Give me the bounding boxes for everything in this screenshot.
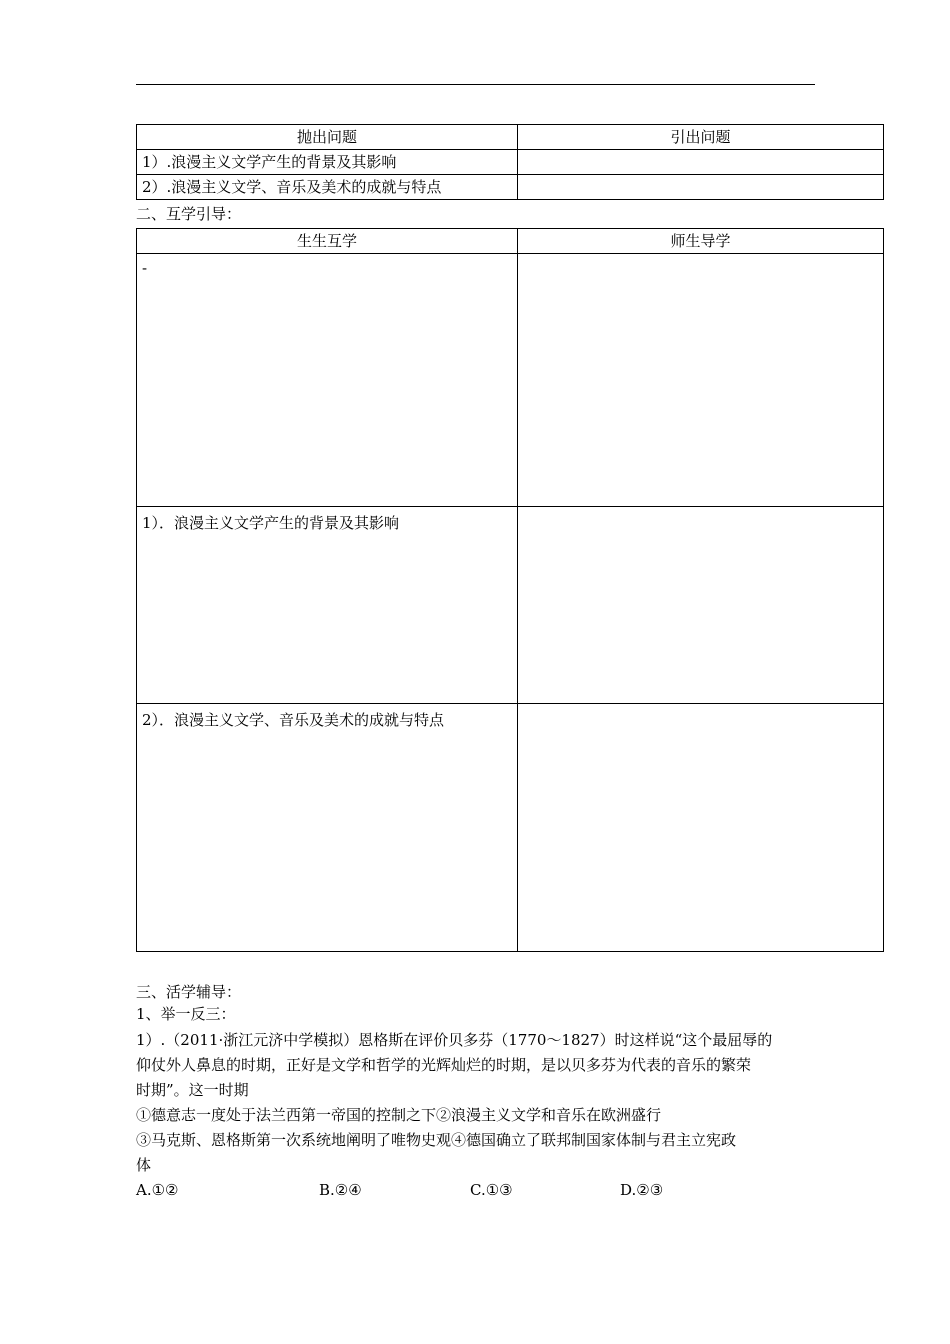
column-header: 师生导学 bbox=[518, 229, 884, 254]
table-cell: 2）．浪漫主义文学、音乐及美术的成就与特点 bbox=[137, 704, 518, 952]
table-cell bbox=[518, 150, 884, 175]
table-cell bbox=[518, 254, 884, 507]
section-2-heading: 二、互学引导： bbox=[136, 205, 242, 223]
table-cell: 2）.浪漫主义文学、音乐及美术的成就与特点 bbox=[137, 175, 518, 200]
table-header-row bbox=[137, 229, 884, 254]
table-cell: 1）．浪漫主义文学产生的背景及其影响 bbox=[137, 507, 518, 704]
question-line: 体 bbox=[136, 1156, 152, 1174]
column-header: 引出问题 bbox=[518, 125, 884, 150]
option-a: A.①② bbox=[136, 1181, 179, 1199]
column-header: 抛出问题 bbox=[137, 125, 518, 150]
option-b: B.②④ bbox=[319, 1181, 362, 1199]
option-d: D.②③ bbox=[620, 1181, 664, 1199]
table-cell: 1）.浪漫主义文学产生的背景及其影响 bbox=[137, 150, 518, 175]
table-header-row bbox=[137, 125, 884, 150]
question-line: ③马克斯、恩格斯第一次系统地阐明了唯物史观④德国确立了联邦制国家体制与君主立宪政 bbox=[136, 1131, 737, 1149]
table-row bbox=[137, 150, 884, 175]
option-c: C.①③ bbox=[470, 1181, 513, 1199]
question-line: ①德意志一度处于法兰西第一帝国的控制之下②浪漫主义文学和音乐在欧洲盛行 bbox=[136, 1106, 662, 1124]
table-row bbox=[137, 175, 884, 200]
section-3-heading: 三、活学辅导： bbox=[136, 983, 242, 1001]
table-row bbox=[137, 507, 884, 704]
mutual-learning-table bbox=[136, 228, 884, 952]
table-cell bbox=[518, 175, 884, 200]
column-header: 生生互学 bbox=[137, 229, 518, 254]
problem-table bbox=[136, 124, 884, 200]
table-row bbox=[137, 704, 884, 952]
table-cell: - bbox=[137, 254, 518, 507]
table-cell bbox=[518, 507, 884, 704]
question-line: 时期”。这一时期 bbox=[136, 1081, 249, 1099]
header-rule bbox=[136, 84, 815, 85]
table-cell bbox=[518, 704, 884, 952]
subsection-heading: 1、举一反三： bbox=[136, 1005, 236, 1023]
question-line: 仰仗外人鼻息的时期，正好是文学和哲学的光辉灿烂的时期，是以贝多芬为代表的音乐的繁荣 bbox=[136, 1056, 752, 1074]
table-row bbox=[137, 254, 884, 507]
question-line: 1）.（2011·浙江元济中学模拟）恩格斯在评价贝多芬（1770～1827）时这样说“这个最屈辱的 bbox=[136, 1031, 773, 1049]
